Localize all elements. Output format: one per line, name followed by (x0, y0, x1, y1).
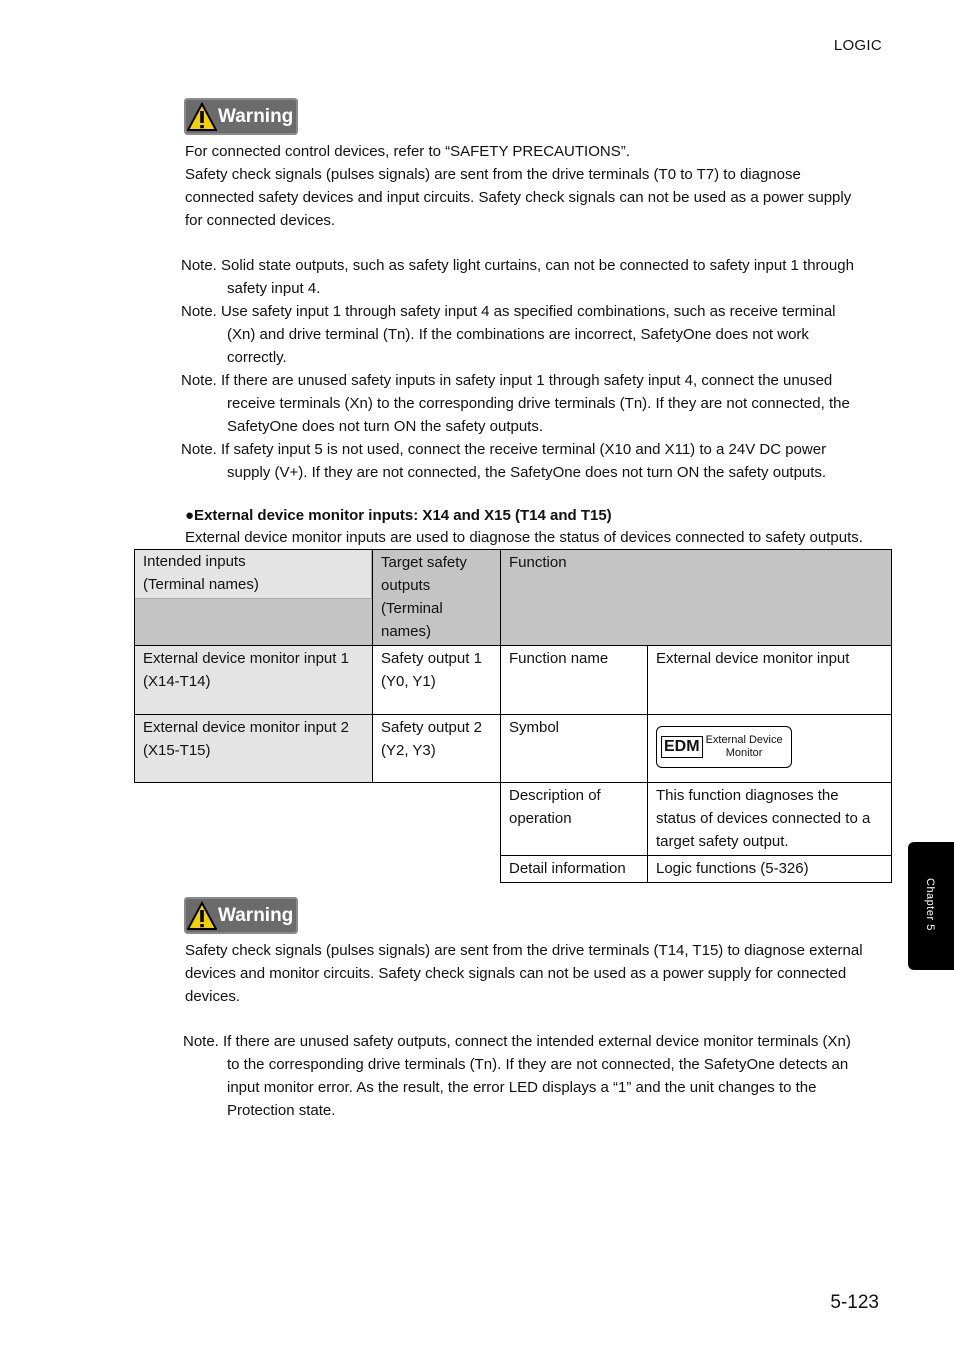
table-cell-output: Safety output 1 (Y0, Y1) (373, 646, 501, 715)
section-intro: External device monitor inputs are used to diagnose the status of devices connected to safety outputs. (185, 529, 863, 546)
table-cell-function-name-label: Function name (501, 646, 648, 715)
warning-line: connected safety devices and input circuits. Safety check signals can not be used as a power supply (185, 189, 852, 206)
page-number: 5-123 (830, 1292, 879, 1313)
chapter-tab[interactable] (908, 842, 954, 970)
table-cell-symbol (648, 715, 892, 783)
note-item: Note. Solid state outputs, such as safety light curtains, can not be connected to safety input 1 through safety input 4. (181, 257, 854, 297)
table-header-inputs: Intended inputs (Terminal names) (135, 550, 373, 646)
notes-list (181, 254, 881, 484)
table-cell-input: External device monitor input 1 (X14-T14) (135, 646, 373, 715)
edm-symbol (656, 726, 792, 768)
warning-badge (184, 897, 298, 934)
warning-triangle-icon (187, 901, 217, 931)
table-cell-output: Safety output 2 (Y2, Y3) (373, 715, 501, 783)
warning-text (185, 140, 885, 232)
section-heading: ●External device monitor inputs: X14 and X15 (T14 and T15) (185, 507, 612, 524)
table-cell-detail-label: Detail information (501, 856, 648, 883)
table-header-outputs: Target safety outputs (Terminal names) (373, 550, 501, 646)
notes-list (183, 1030, 888, 1122)
warning-label: Warning (218, 904, 294, 926)
warning-line: Safety check signals (pulses signals) are sent from the drive terminals (T0 to T7) to diagnose (185, 166, 801, 183)
warning-badge (184, 98, 298, 135)
table-cell-description-label: Description of operation (501, 783, 648, 856)
table-cell-description-value: This function diagnoses the status of devices connected to a target safety output. (648, 783, 892, 856)
table-blank (135, 783, 501, 856)
warning-label: Warning (218, 105, 294, 127)
warning-line: devices and monitor circuits. Safety check signals can not be used as a power supply for connected (185, 965, 847, 982)
table-cell-detail-value: Logic functions (5-326) (648, 856, 892, 883)
edm-symbol-text: External Device Monitor (705, 734, 783, 759)
warning-line: devices. (185, 988, 241, 1005)
table-cell-symbol-label: Symbol (501, 715, 648, 783)
running-header: LOGIC (833, 37, 882, 54)
chapter-tab-label: Chapter 5 (924, 878, 936, 931)
note-item: Note. Use safety input 1 through safety input 4 as specified combinations, such as receive terminal (Xn) and drive terminal (Tn). If the combinations are incorrect, SafetyOne does not work correctly. (181, 303, 836, 366)
note-item: Note. If safety input 5 is not used, connect the receive terminal (X10 and X11) to a 24V DC power supply (V+). If they are not connected, the SafetyOne does not turn ON the safety outputs. (181, 441, 827, 481)
table-cell-function-name-value: External device monitor input (648, 646, 892, 715)
table-blank (135, 856, 501, 883)
note-item: Note. If there are unused safety inputs in safety input 1 through safety input 4, connect the unused receive terminals (Xn) to the corresponding drive terminals (Tn). If they are not connected, the SafetyOne does not turn ON the safety outputs. (181, 372, 850, 435)
table-cell-input: External device monitor input 2 (X15-T15) (135, 715, 373, 783)
edm-symbol-box: EDM (661, 736, 703, 758)
warning-line: Safety check signals (pulses signals) are sent from the drive terminals (T14, T15) to diagnose external (185, 942, 863, 959)
table-header-function: Function (501, 550, 892, 646)
warning-line: For connected control devices, refer to “SAFETY PRECAUTIONS”. (185, 143, 630, 160)
warning-line: for connected devices. (185, 212, 336, 229)
note-item: Note. If there are unused safety outputs, connect the intended external device monitor terminals (Xn) to the corresponding drive terminals (Tn). If they are not connected, the SafetyOne detects an input monitor error. As the result, the error LED displays a “1” and the unit changes to the Protection state. (183, 1033, 851, 1119)
warning-triangle-icon (187, 102, 217, 132)
warning-text (185, 939, 890, 1008)
function-table (134, 549, 892, 883)
